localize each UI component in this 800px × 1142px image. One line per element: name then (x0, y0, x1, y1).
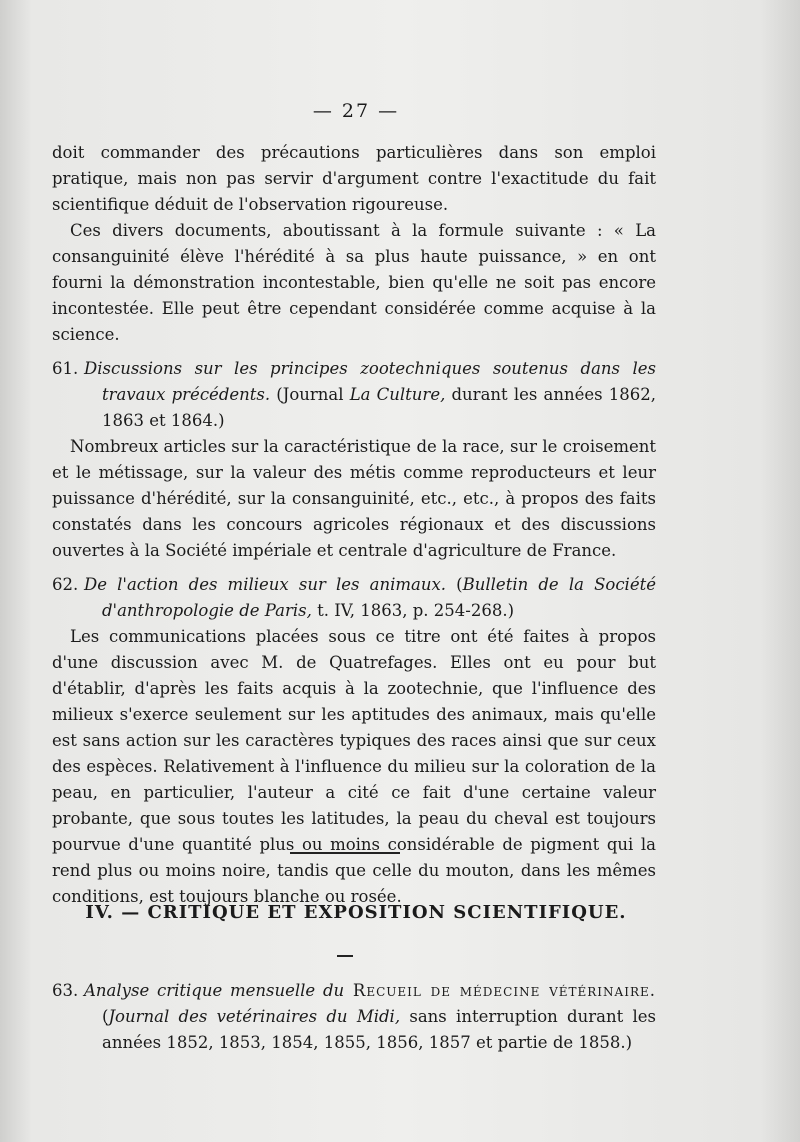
entry-number: 61. (52, 359, 79, 378)
bibliography-entry-61 (52, 356, 656, 434)
bibliography-entry-62 (52, 572, 656, 624)
entry-text: (Journal (270, 385, 350, 404)
section-divider (290, 852, 400, 854)
paragraph-communications: Les communications placées sous ce titre ont été faites à propos d'une discussion avec M. de Quatrefages. Elles ont eu pour but d'établir, d'après les faits acquis à la zootechnie, que l'influence des milieux s'exerce seulement sur les aptitudes des animaux, mais qu'elle est sans action sur les caractères typiques des races ainsi que sur ceux des espèces. Relativement à l'influence du milieu sur la coloration de la peau, en particulier, l'auteur a cité ce fait d'une certaine valeur probante, que sous toutes les latitudes, la peau du cheval est toujours pourvue d'une quantité plus ou moins considérable de pigment qui la rend plus ou moins noire, tandis que celle du mouton, dans les mêmes conditions, est toujours blanche ou rosée. (52, 627, 656, 906)
entry-text: ( (446, 575, 463, 594)
entry-recueil: Recueil de médecine vétérinaire. (344, 981, 656, 1000)
entry-text: ( (102, 1007, 109, 1026)
entry-text: t. IV, 1863, p. 254-268.) (311, 601, 515, 620)
heading-dash (337, 955, 353, 957)
entry-number: 62. (52, 575, 79, 594)
bibliography-entry-63 (52, 978, 656, 1056)
entry-journal: Bulletin de la Société d'anthropologie de Paris, (102, 575, 656, 620)
page-number: — 27 — (312, 100, 400, 122)
entry-title: Analyse critique mensuelle du (84, 981, 345, 1000)
section-heading: IV. — CRITIQUE ET EXPOSITION SCIENTIFIQUE. (85, 902, 627, 923)
entry-title: De l'action des milieux sur les animaux. (84, 575, 447, 594)
entry-text: durant les années 1862, 1863 et 1864.) (102, 385, 656, 430)
entry-number: 63. (52, 981, 79, 1000)
entry-text: sans interruption durant les années 1852, 1853, 1854, 1855, 1856, 1857 et partie de 1858.) (102, 1007, 657, 1052)
entry-journal: La Culture, (349, 385, 446, 404)
entry-journal: Journal des vetérinaires du Midi, (108, 1007, 401, 1026)
paragraph-consanguinity: Ces divers documents, aboutissant à la formule suivante : « La consanguinité élève l'hérédité à sa plus haute puissance, » en ont fourni la démonstration incontestable, bien qu'elle ne soit pas encore incontestée. Elle peut être cependant considérée comme acquise à la science. (52, 221, 656, 344)
body-text-top (52, 140, 656, 910)
paragraph-continuation: doit commander des précautions particulières dans son emploi pratique, mais non pas servir d'argument contre l'exactitude du fait scientifique déduit de l'observation rigoureuse. (52, 143, 656, 214)
paragraph-articles: Nombreux articles sur la caractéristique de la race, sur le croisement et le métissage, sur la valeur des métis comme reproducteurs et leur puissance d'hérédité, sur la consanguinité, etc., etc., à propos des faits constatés dans les concours agricoles régionaux et des discussions ouvertes à la Société impériale et centrale d'agriculture de France. (52, 437, 656, 560)
body-text-bottom (52, 978, 656, 1056)
entry-title: Discussions sur les principes zootechniques soutenus dans les travaux précédents. (84, 359, 656, 404)
